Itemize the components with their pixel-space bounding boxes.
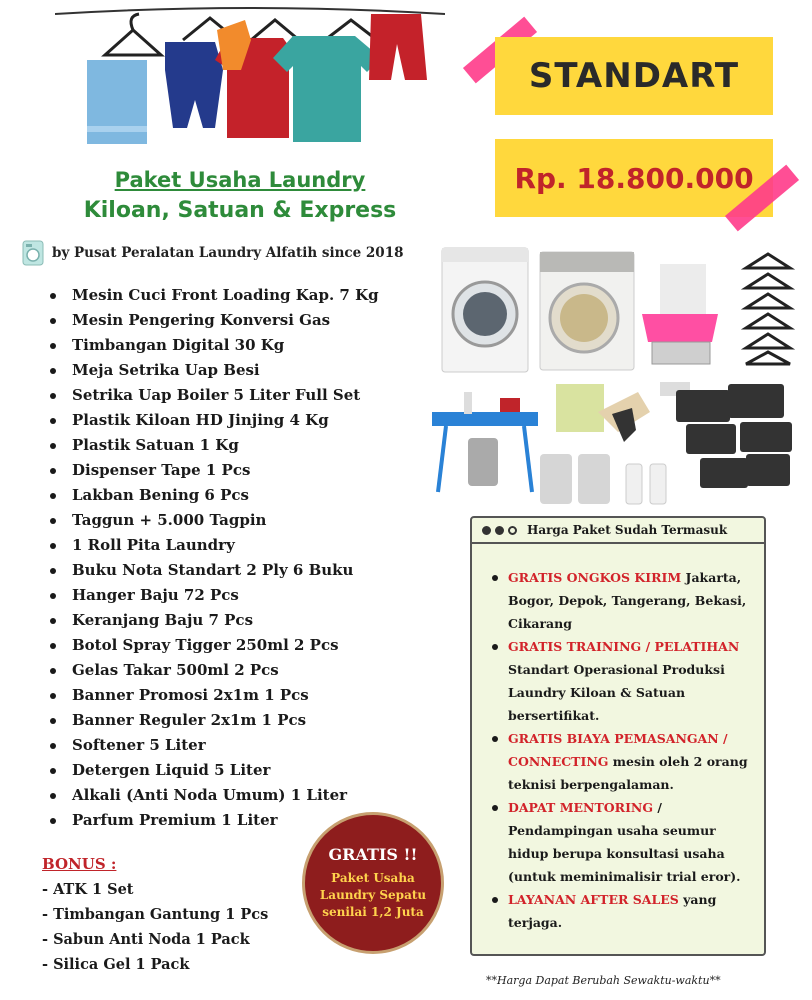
bonus-item: - ATK 1 Set [42, 881, 134, 898]
price-tag [495, 139, 773, 217]
digital-scale-icon [642, 264, 718, 364]
info-item [490, 727, 750, 796]
list-item-label: Alkali (Anti Noda Umum) 1 Liter [72, 786, 348, 804]
list-item-label: 1 Roll Pita Laundry [72, 536, 235, 554]
bullet-icon [50, 643, 56, 649]
list-item [50, 408, 379, 433]
page-title: Paket Usaha Laundry [114, 168, 366, 192]
gratis-line-2: Laundry Sepatu [319, 888, 427, 902]
list-item-label: Taggun + 5.000 Tagpin [72, 511, 267, 529]
package-name: STANDART [528, 56, 740, 96]
info-item [490, 888, 750, 934]
list-item [50, 383, 379, 408]
info-item [490, 566, 750, 635]
laundry-baskets-icon [676, 384, 792, 488]
bonus-heading: BONUS : [42, 855, 117, 873]
front-loader-washer-icon [442, 248, 528, 372]
bullet-icon [50, 593, 56, 599]
list-item-label: Hanger Baju 72 Pcs [72, 586, 239, 604]
list-item-label: Setrika Uap Boiler 5 Liter Full Set [72, 386, 361, 404]
bullet-icon [50, 768, 56, 774]
bullet-icon [50, 393, 56, 399]
list-item [50, 433, 379, 458]
list-item [50, 783, 379, 808]
bullet-icon [50, 793, 56, 799]
title-block [40, 168, 440, 223]
list-item-label: Mesin Pengering Konversi Gas [72, 311, 331, 329]
info-item-text: mesin oleh 2 orang teknisi berpengalaman. [508, 754, 748, 792]
byline-text: by Pusat Peralatan Laundry Alfatih since 2018 [52, 245, 404, 261]
info-item-text: / Pendampingan usaha seumur hidup berupa konsultasi usaha (untuk meminimalisir trial eror). [508, 800, 741, 884]
bullet-icon [50, 343, 56, 349]
list-item-label: Timbangan Digital 30 Kg [72, 336, 285, 354]
info-item-highlight: GRATIS BIAYA PEMASANGAN / CONNECTING [508, 731, 728, 769]
list-item [50, 558, 379, 583]
bonus-item: - Sabun Anti Noda 1 Pack [42, 931, 250, 948]
list-item [50, 483, 379, 508]
list-item [50, 733, 379, 758]
info-list [472, 544, 764, 934]
bullet-icon [50, 618, 56, 624]
bullet-icon [50, 293, 56, 299]
equipment-photos [428, 242, 798, 514]
bullet-icon [50, 468, 56, 474]
list-item-label: Detergen Liquid 5 Liter [72, 761, 271, 779]
bullet-icon [50, 443, 56, 449]
bullet-icon [50, 668, 56, 674]
equipment-list [50, 283, 379, 833]
info-item-highlight: LAYANAN AFTER SALES [508, 892, 679, 907]
price-note: **Harga Dapat Berubah Sewaktu-waktu** [486, 974, 721, 987]
teal-shirt-icon [273, 36, 381, 142]
list-item [50, 283, 379, 308]
gratis-title: GRATIS !! [328, 845, 418, 864]
bonus-section [42, 855, 268, 977]
info-item-text: Jakarta, Bogor, Depok, Tangerang, Bekasi, Cikarang [508, 570, 747, 631]
info-item-text: yang terjaga. [508, 892, 717, 930]
dryer-icon [540, 252, 634, 370]
bullet-icon [50, 543, 56, 549]
list-item-label: Plastik Satuan 1 Kg [72, 436, 239, 454]
info-item-highlight: GRATIS ONGKOS KIRIM [508, 570, 682, 585]
bonus-list [42, 877, 268, 977]
list-item [50, 508, 379, 533]
page-subtitle: Kiloan, Satuan & Express [83, 198, 397, 223]
list-item [50, 633, 379, 658]
list-item [50, 683, 379, 708]
jerry-cans-icon [540, 454, 666, 504]
list-item-label: Lakban Bening 6 Pcs [72, 486, 249, 504]
bullet-icon [50, 693, 56, 699]
list-item [50, 458, 379, 483]
info-item [490, 635, 750, 727]
blue-shirt-icon [165, 42, 223, 128]
shorts-icon [369, 14, 427, 80]
gratis-line-1: Paket Usaha [331, 871, 415, 885]
list-item-label: Dispenser Tape 1 Pcs [72, 461, 251, 479]
package-price: Rp. 18.800.000 [514, 161, 754, 195]
list-item [50, 533, 379, 558]
list-item-label: Banner Promosi 2x1m 1 Pcs [72, 686, 309, 704]
list-item-label: Botol Spray Tigger 250ml 2 Pcs [72, 636, 339, 654]
package-includes-box [470, 516, 766, 956]
bullet-icon [50, 818, 56, 824]
list-item [50, 608, 379, 633]
list-item-label: Plastik Kiloan HD Jinjing 4 Kg [72, 411, 329, 429]
list-item [50, 583, 379, 608]
list-item-label: Gelas Takar 500ml 2 Pcs [72, 661, 279, 679]
hangers-icon [746, 254, 790, 364]
info-heading: Harga Paket Sudah Termasuk [527, 523, 728, 537]
bullet-icon [50, 318, 56, 324]
package-name-tag [495, 37, 773, 115]
list-item-label: Banner Reguler 2x1m 1 Pcs [72, 711, 307, 729]
list-item [50, 708, 379, 733]
byline [22, 240, 403, 266]
gratis-line-3: senilai 1,2 Juta [322, 905, 424, 919]
list-item-label: Meja Setrika Uap Besi [72, 361, 260, 379]
window-dot-icon [482, 526, 491, 535]
bonus-item: - Timbangan Gantung 1 Pcs [42, 906, 269, 923]
bullet-icon [50, 493, 56, 499]
info-item-highlight: DAPAT MENTORING [508, 800, 654, 815]
list-item-label: Parfum Premium 1 Liter [72, 811, 278, 829]
list-item [50, 308, 379, 333]
info-item [490, 796, 750, 888]
info-header [472, 518, 764, 544]
list-item [50, 658, 379, 683]
list-item [50, 358, 379, 383]
list-item-label: Buku Nota Standart 2 Ply 6 Buku [72, 561, 354, 579]
list-item [50, 758, 379, 783]
ironing-table-icon [432, 392, 538, 492]
bullet-icon [50, 518, 56, 524]
list-item-label: Keranjang Baju 7 Pcs [72, 611, 254, 629]
washing-machine-icon [22, 240, 44, 266]
clothesline-illustration [55, 0, 445, 160]
window-dot-icon [495, 526, 504, 535]
list-item-label: Softener 5 Liter [72, 736, 206, 754]
info-item-text: Standart Operasional Produksi Laundry Kiloan & Satuan bersertifikat. [508, 662, 725, 723]
window-dot-icon [508, 526, 517, 535]
list-item [50, 333, 379, 358]
bullet-icon [50, 418, 56, 424]
bullet-icon [50, 743, 56, 749]
info-item-highlight: GRATIS TRAINING / PELATIHAN [508, 639, 740, 654]
bullet-icon [50, 568, 56, 574]
list-item-label: Mesin Cuci Front Loading Kap. 7 Kg [72, 286, 379, 304]
bullet-icon [50, 718, 56, 724]
bullet-icon [50, 368, 56, 374]
bonus-item: - Silica Gel 1 Pack [42, 956, 190, 973]
gratis-badge [302, 812, 444, 954]
